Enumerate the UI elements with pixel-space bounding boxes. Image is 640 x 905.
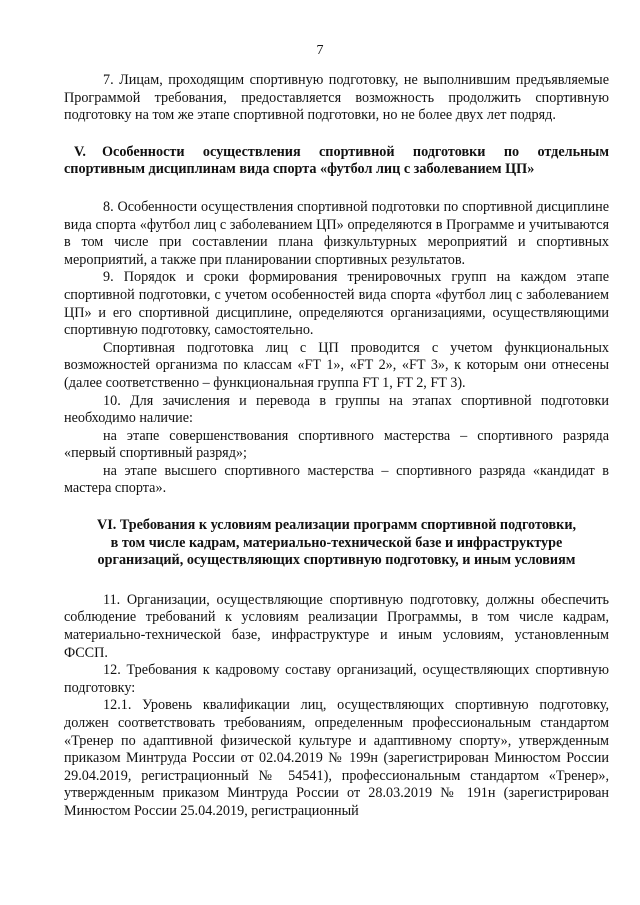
paragraph-12: 12. Требования к кадровому составу организаций, осуществляющих спортивную подготовку: (64, 662, 609, 696)
paragraph-10: 10. Для зачисления и перевода в группы на этапах спортивной подготовки необходимо наличие: (64, 392, 609, 427)
paragraph-12-1: 12.1. Уровень квалификации лиц, осуществляющих спортивную подготовку, должен соответствовать требованиям, определенным профессиональным стандартом «Тренер по адаптивной физической культуре и адаптивному спорту», утвержденным приказом Минтруда России от 02.04.2019 № 199н (зарегистрирован Минюстом России 29.04.2019, регистрационный № 54541), профессиональным стандартом «Тренер», утвержденным приказом Минтруда России от 28.03.2019 № 191н (зарегистрирован Минюстом России 25.04.2019, регистрационный (64, 697, 609, 819)
section-6-title-line-2: в том числе кадрам, материально-технической базе и инфраструктуре (110, 534, 563, 551)
section-5-number: V. (74, 143, 86, 160)
paragraph-9: 9. Порядок и сроки формирования тренировочных групп на каждом этапе спортивной подготовки, с учетом особенностей вида спорта «футбол лиц с заболеванием ЦП» и его спортивной дисциплине, определяются организациями, осуществляющими спортивную подготовку, самостоятельно. (64, 269, 609, 339)
paragraph-10-item-2: на этапе высшего спортивного мастерства – спортивного разряда «кандидат в мастера спорта». (64, 462, 609, 497)
section-6-title-line-1: VI. Требования к условиям реализации программ спортивной подготовки, (96, 517, 577, 534)
paragraph-10-item-1: на этапе совершенствования спортивного мастерства – спортивного разряда «первый спортивный разряд»; (64, 427, 609, 462)
document-body (64, 72, 609, 821)
paragraph-7: 7. Лицам, проходящим спортивную подготовку, не выполнившим предъявляемые Программой требования, предоставляется возможность продолжить спортивную подготовку на том же этапе спортивной подготовки, но не более двух лет подряд. (64, 72, 609, 124)
paragraph-8: 8. Особенности осуществления спортивной подготовки по спортивной дисциплине вида спорта «футбол лиц с заболеванием ЦП» определяются в Программе и учитываются в том числе при составлении плана физкультурных мероприятий и спортивных мероприятий, а также при планировании спортивных результатов. (64, 198, 609, 268)
section-5-title: Особенности осуществления спортивной подготовки по отдельным спортивным дисциплинам вида спорта «футбол лиц с заболеванием ЦП» (64, 143, 609, 178)
page-number: 7 (316, 43, 324, 58)
paragraph-9-functional-classes: Спортивная подготовка лиц с ЦП проводится с учетом функциональных возможностей организма по классам «FT 1», «FT 2», «FT 3», к которым они отнесены (далее соответственно – функциональная группа FT 1, FT 2, FT 3). (64, 339, 609, 391)
section-6-heading (64, 517, 609, 570)
section-5-heading (64, 144, 609, 179)
section-6-title-line-3: организаций, осуществляющих спортивную подготовку, и иным условиям (97, 552, 576, 569)
paragraph-11: 11. Организации, осуществляющие спортивную подготовку, должны обеспечить соблюдение требований к условиям реализации Программы, в том числе кадрам, материально-технической базе, инфраструктуре и иным условиям, установленным ФССП. (64, 591, 609, 661)
